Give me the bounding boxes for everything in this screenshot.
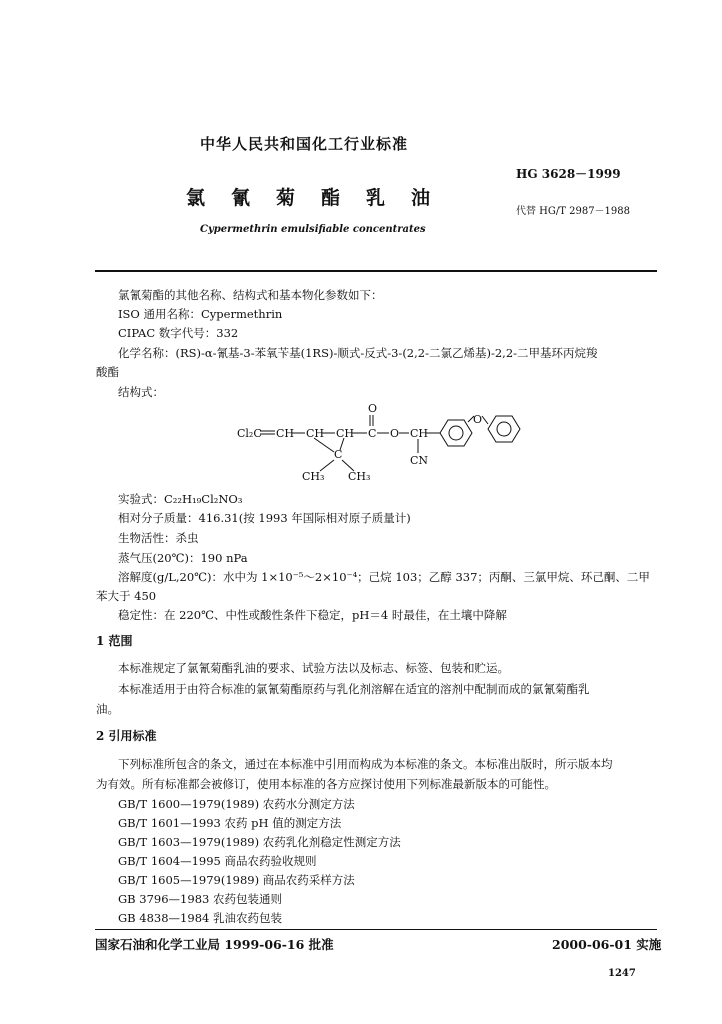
benzene-ring-1: [440, 420, 472, 446]
atom-ch-b: CH: [306, 427, 325, 440]
benzene-ring-2-inner: [497, 422, 511, 436]
standard-code: HG 3628－1999: [516, 167, 621, 181]
molecular-weight: 相对分子质量：416.31(按 1993 年国际相对原子质量计): [118, 511, 411, 525]
section-1-heading: 1 范围: [96, 634, 133, 648]
atom-ch-c: CH: [336, 427, 355, 440]
section-2-para-cont: 为有效。所有标准都会被修订，使用本标准的各方应探讨使用下列标准最新版本的可能性。: [96, 777, 556, 791]
structure-label: 结构式：: [118, 385, 164, 399]
reference-item: GB 4838—1984 乳油农药包装: [118, 911, 282, 925]
bond-me-left: [320, 460, 334, 471]
page-number: 1247: [608, 968, 636, 979]
bio-activity: 生物活性：杀虫: [118, 531, 199, 545]
chemical-name: 化学名称：(RS)-α-氰基-3-苯氧苄基(1RS)-顺式-反式-3-(2,2-二氯乙烯基)-2,2-二甲基环丙烷羧: [118, 346, 598, 360]
reference-item: GB 3796—1983 农药包装通则: [118, 892, 282, 906]
reference-item: GB/T 1600—1979(1989) 农药水分测定方法: [118, 797, 355, 811]
structural-formula: [230, 398, 530, 490]
atom-ch3-left: CH₃: [302, 470, 325, 483]
atom-c-carbonyl: C: [368, 427, 377, 440]
reference-item: GB/T 1605—1979(1989) 商品农药采样方法: [118, 873, 355, 887]
section-1-para-2-cont: 油。: [96, 702, 119, 716]
atom-cl2c: Cl₂C: [237, 427, 262, 440]
atom-cn: CN: [410, 454, 429, 467]
section-1-para-2: 本标准适用于由符合标准的氯氰菊酯原药与乳化剂溶解在适宜的溶剂中配制而成的氯氰菊酯乳: [118, 682, 590, 696]
atom-ch-d: CH: [410, 427, 429, 440]
empirical-formula: 实验式：C₂₂H₁₉Cl₂NO₃: [118, 492, 243, 506]
atom-ch3-right: CH₃: [348, 470, 371, 483]
atom-o-top: O: [368, 402, 378, 415]
vapor-pressure: 蒸气压(20℃)：190 nPa: [118, 551, 248, 565]
intro-lead: 氯氰菊酯的其他名称、结构式和基本物化参数如下：: [118, 288, 383, 302]
reference-item: GB/T 1601—1993 农药 pH 值的测定方法: [118, 816, 342, 830]
atom-o-ester: O: [390, 427, 400, 440]
cipac-code: CIPAC 数字代号：332: [118, 326, 239, 340]
english-title: Cypermethrin emulsifiable concentrates: [200, 224, 426, 235]
bond-ether-2: [482, 416, 488, 424]
section-2-heading: 2 引用标准: [96, 729, 157, 743]
stability: 稳定性：在 220℃、中性或酸性条件下稳定，pH＝4 时最佳，在土壤中降解: [118, 608, 507, 622]
reference-item: GB/T 1604—1995 商品农药验收规则: [118, 854, 317, 868]
iso-name: ISO 通用名称：Cypermethrin: [118, 307, 283, 321]
effective-date: 2000-06-01 实施: [552, 937, 662, 952]
section-2-para: 下列标准所包含的条文，通过在本标准中引用而构成为本标准的条文。本标准出版时，所示版本均: [118, 757, 613, 771]
benzene-ring-1-inner: [449, 426, 463, 440]
atom-c-ring: C: [334, 448, 343, 461]
footer-divider: [95, 929, 657, 930]
section-1-para-1: 本标准规定了氯氰菊酯乳油的要求、试验方法以及标志、标签、包装和贮运。: [118, 661, 509, 675]
benzene-ring-2: [488, 416, 520, 442]
issuing-org: 中华人民共和国化工行业标准: [200, 135, 409, 153]
replaces-standard: 代替 HG/T 2987－1988: [516, 206, 631, 217]
chemical-name-cont: 酸酯: [96, 365, 119, 379]
solubility-cont: 苯大于 450: [96, 589, 157, 603]
bond-ring-left: [314, 438, 334, 452]
reference-item: GB/T 1603—1979(1989) 农药乳化剂稳定性测定方法: [118, 835, 401, 849]
header-divider: [95, 270, 657, 272]
page-title: 氯氰菊酯乳油: [186, 187, 457, 209]
atom-o-ether: O: [473, 413, 483, 426]
solubility: 溶解度(g/L,20℃)：水中为 1×10⁻⁵～2×10⁻⁴；己烷 103；乙醇 337；丙酮、三氯甲烷、环己酮、二甲: [118, 570, 650, 584]
approval-line: 国家石油和化学工业局 1999-06-16 批准: [95, 937, 334, 952]
atom-ch-a: CH: [276, 427, 295, 440]
